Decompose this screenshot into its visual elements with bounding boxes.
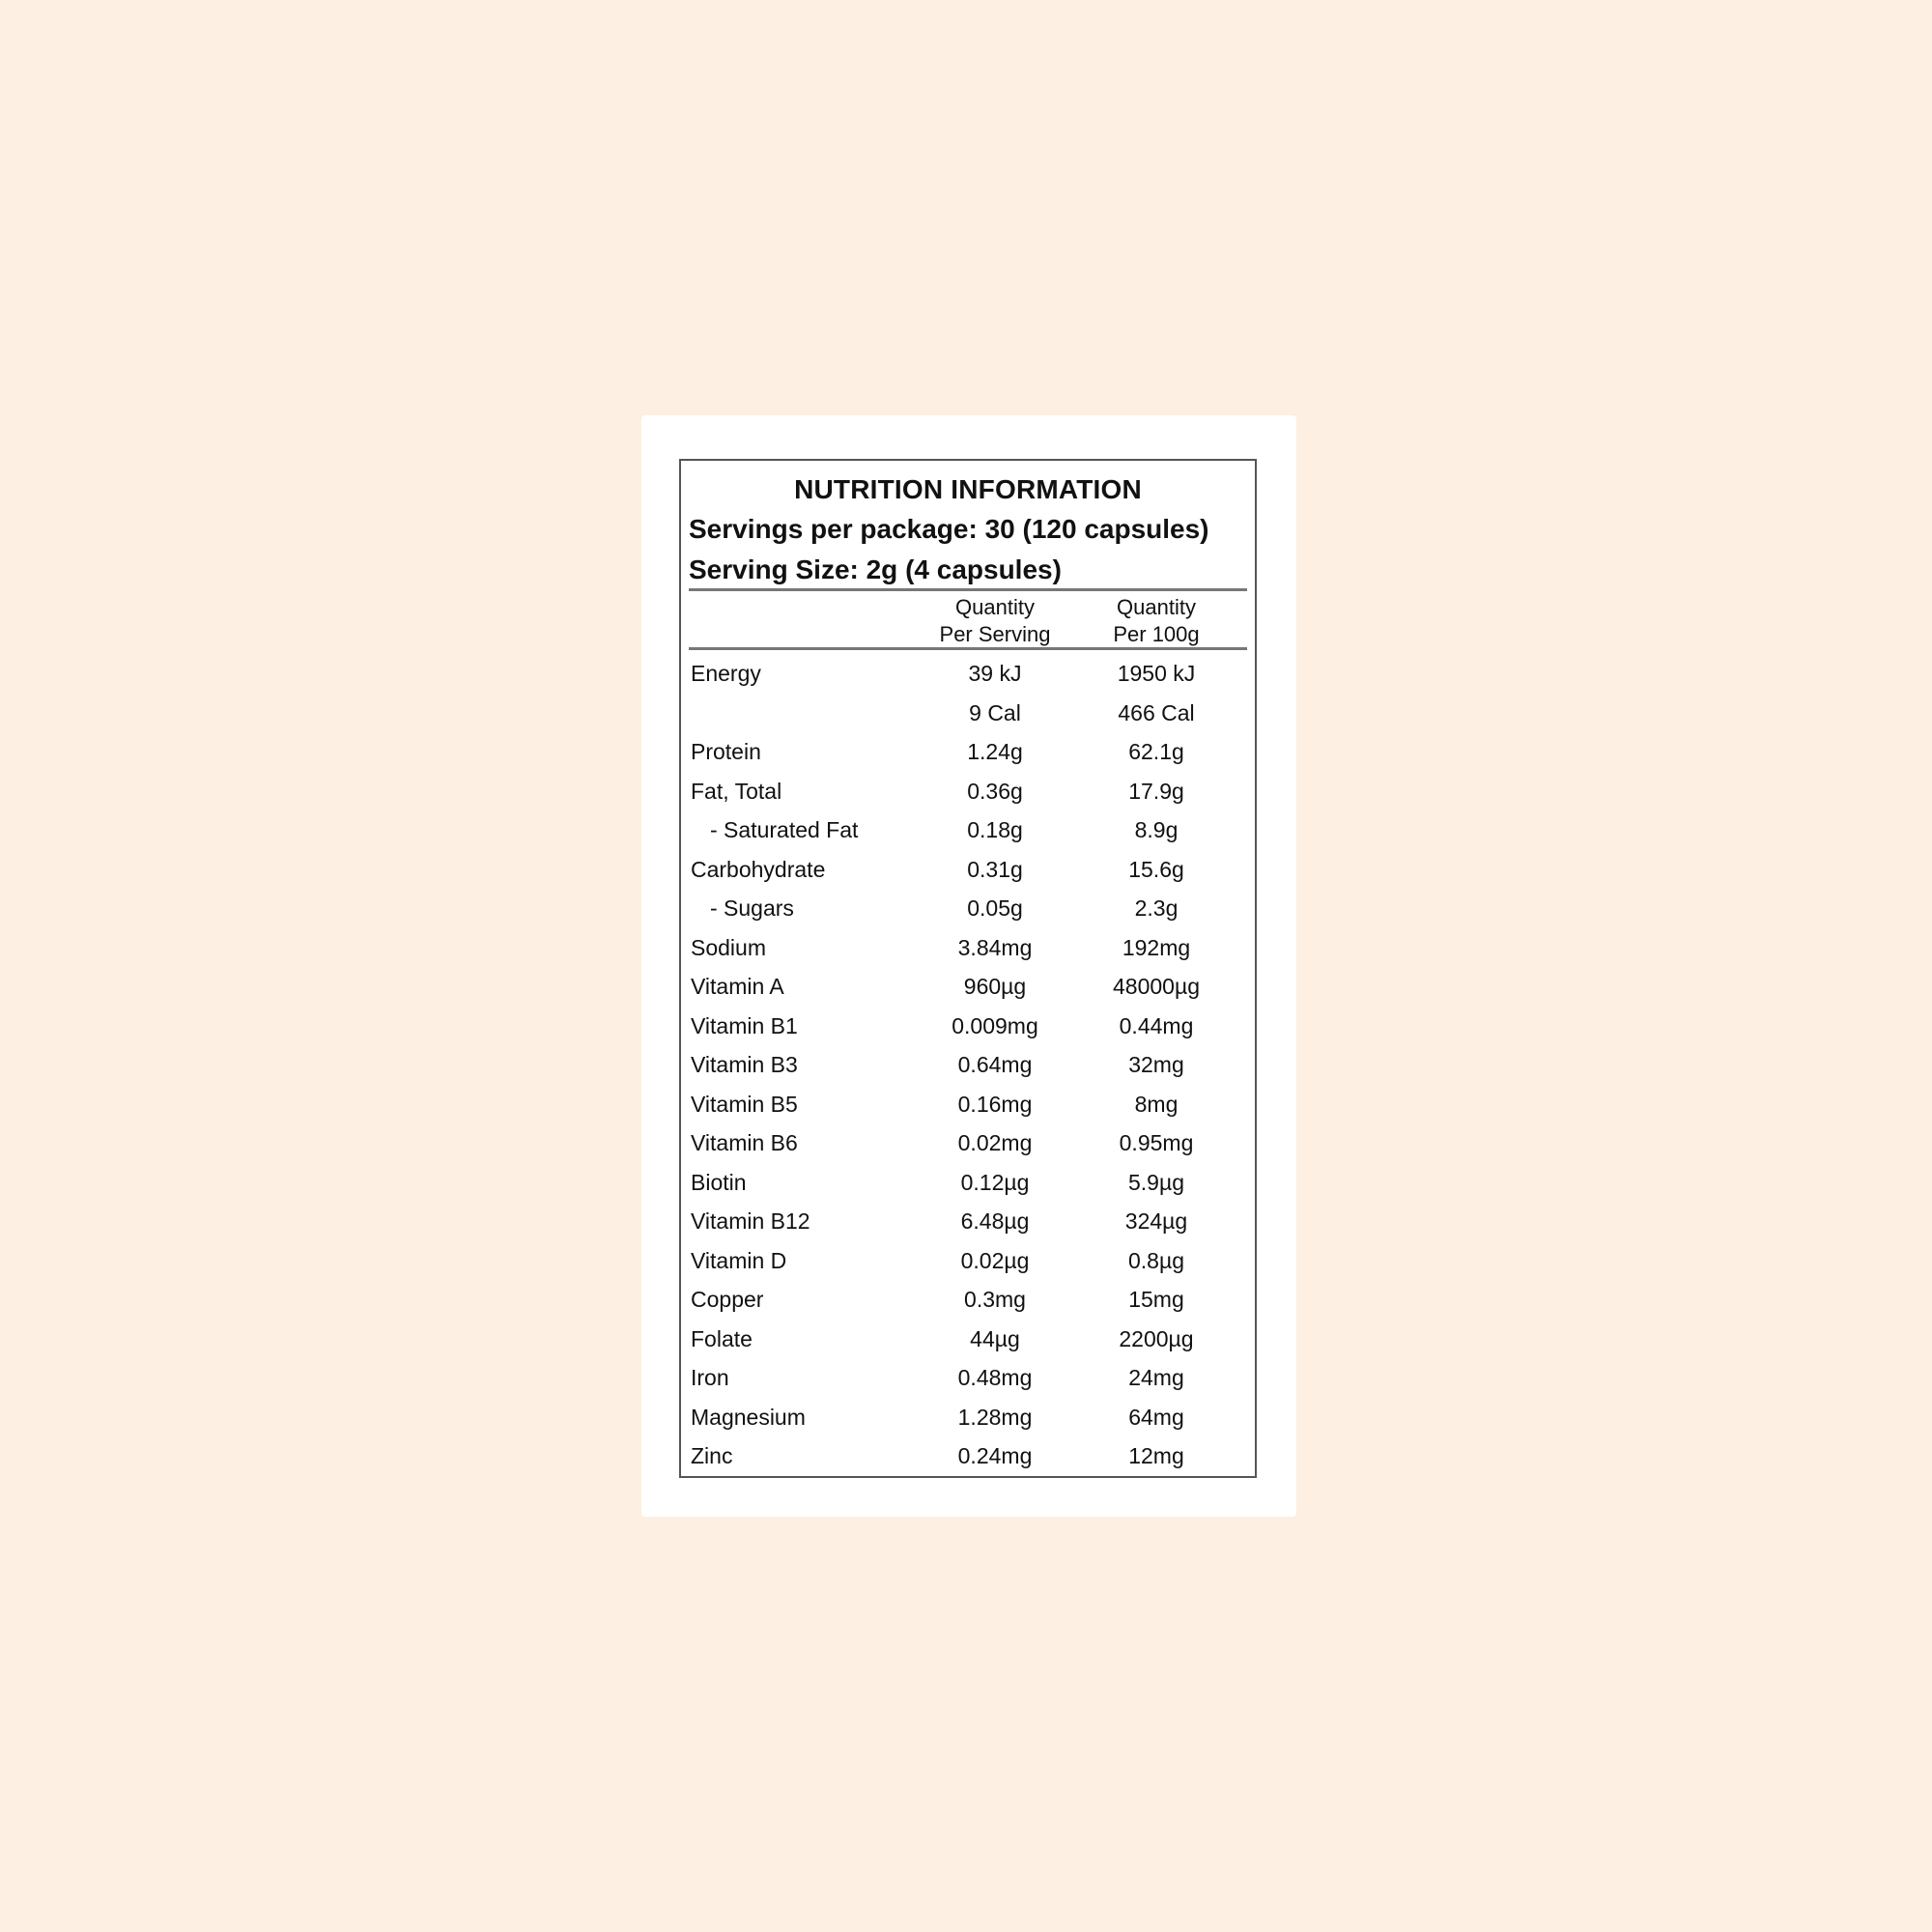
table-row [689, 1357, 1247, 1397]
per-100g-value: 192mg [1122, 934, 1191, 960]
nutrient-name: Zinc [691, 1443, 733, 1468]
per-100g-value: 1950 kJ [1117, 661, 1196, 686]
per-100g-value: 8mg [1134, 1091, 1179, 1117]
per-100g-value: 15.6g [1128, 856, 1184, 882]
per-100g-value: 64mg [1128, 1404, 1184, 1430]
per-serving-value: 0.16mg [957, 1091, 1033, 1117]
per-100g-value: 324µg [1124, 1208, 1188, 1234]
per-serving-value: 960µg [963, 974, 1027, 999]
servings-per-package: Servings per package: 30 (120 capsules) [689, 514, 1209, 544]
nutrient-name: Carbohydrate [691, 856, 826, 882]
nutrient-name: Iron [691, 1365, 729, 1390]
panel-title: NUTRITION INFORMATION [794, 474, 1142, 504]
table-row [689, 1044, 1247, 1084]
nutrient-name: Fat, Total [691, 778, 782, 804]
table-row [689, 1201, 1247, 1240]
per-serving-value: 0.02mg [957, 1130, 1033, 1155]
per-100g-value: 15mg [1128, 1287, 1184, 1312]
serving-size: Serving Size: 2g (4 capsules) [689, 554, 1062, 584]
per-serving-value: 0.24mg [957, 1443, 1033, 1468]
column-header-line: Per Serving [939, 622, 1051, 646]
table-row [689, 1397, 1247, 1436]
per-100g-value: 62.1g [1128, 739, 1184, 764]
per-serving-value: 1.28mg [957, 1404, 1033, 1430]
per-serving-value: 39 kJ [968, 661, 1022, 686]
per-serving-value: 3.84mg [957, 934, 1033, 960]
nutrient-name: Magnesium [691, 1404, 806, 1430]
table-row [689, 1162, 1247, 1202]
column-header-per-serving [918, 594, 1072, 648]
table-row [689, 1279, 1247, 1319]
per-100g-value: 32mg [1128, 1052, 1184, 1077]
per-serving-value: 0.12µg [960, 1169, 1030, 1195]
table-row [689, 810, 1247, 849]
nutrient-name: Protein [691, 739, 761, 764]
nutrient-name: Vitamin B6 [691, 1130, 798, 1155]
nutrient-table [689, 653, 1247, 1475]
nutrient-name: - Saturated Fat [710, 817, 859, 842]
per-serving-value: 0.36g [967, 778, 1023, 804]
table-row [689, 1319, 1247, 1358]
per-serving-value: 0.18g [967, 817, 1023, 842]
column-header-per-100g [1079, 594, 1234, 648]
table-row [689, 731, 1247, 771]
per-serving-value: 0.48mg [957, 1365, 1033, 1390]
table-row [689, 1084, 1247, 1123]
nutrient-name: Vitamin B5 [691, 1091, 798, 1117]
per-serving-value: 0.02µg [960, 1247, 1030, 1273]
column-header-line: Quantity [1117, 595, 1196, 619]
table-row [689, 1122, 1247, 1162]
per-100g-value: 0.44mg [1119, 1012, 1194, 1038]
per-serving-value: 44µg [970, 1325, 1020, 1351]
per-serving-value: 0.009mg [952, 1012, 1038, 1038]
nutrient-name: Sodium [691, 934, 766, 960]
table-row [689, 1435, 1247, 1475]
column-header-line: Per 100g [1113, 622, 1200, 646]
column-divider [689, 647, 1247, 650]
nutrient-name: Vitamin B3 [691, 1052, 798, 1077]
per-100g-value: 466 Cal [1118, 699, 1195, 725]
per-100g-value: 24mg [1128, 1365, 1184, 1390]
table-row [689, 693, 1247, 732]
column-header-line: Quantity [955, 595, 1035, 619]
per-100g-value: 8.9g [1134, 817, 1179, 842]
per-100g-value: 17.9g [1128, 778, 1184, 804]
nutrient-name: Biotin [691, 1169, 747, 1195]
per-serving-value: 0.05g [967, 895, 1023, 921]
per-serving-value: 1.24g [967, 739, 1023, 764]
table-row [689, 927, 1247, 967]
nutrient-name: Folate [691, 1325, 753, 1351]
table-row [689, 1006, 1247, 1045]
per-100g-value: 12mg [1128, 1443, 1184, 1468]
nutrient-name: Energy [691, 661, 761, 686]
per-serving-value: 0.3mg [964, 1287, 1026, 1312]
table-row [689, 888, 1247, 927]
table-row [689, 1240, 1247, 1280]
nutrient-name: Copper [691, 1287, 764, 1312]
nutrient-name: Vitamin A [691, 974, 784, 999]
header-divider [689, 588, 1247, 591]
table-row [689, 966, 1247, 1006]
per-100g-value: 2.3g [1134, 895, 1179, 921]
per-100g-value: 0.95mg [1119, 1130, 1194, 1155]
table-row [689, 849, 1247, 889]
per-serving-value: 6.48µg [960, 1208, 1030, 1234]
nutrient-name: Vitamin D [691, 1247, 787, 1273]
nutrient-name: Vitamin B1 [691, 1012, 798, 1038]
nutrition-panel [679, 459, 1257, 1478]
label-card [641, 415, 1296, 1517]
per-100g-value: 5.9µg [1127, 1169, 1185, 1195]
per-100g-value: 2200µg [1119, 1325, 1194, 1351]
nutrient-name: Vitamin B12 [691, 1208, 810, 1234]
per-serving-value: 0.31g [967, 856, 1023, 882]
table-row [689, 653, 1247, 693]
nutrient-name: - Sugars [710, 895, 794, 921]
per-serving-value: 0.64mg [957, 1052, 1033, 1077]
per-100g-value: 48000µg [1112, 974, 1200, 999]
per-100g-value: 0.8µg [1127, 1247, 1185, 1273]
table-row [689, 771, 1247, 810]
per-serving-value: 9 Cal [969, 699, 1021, 725]
